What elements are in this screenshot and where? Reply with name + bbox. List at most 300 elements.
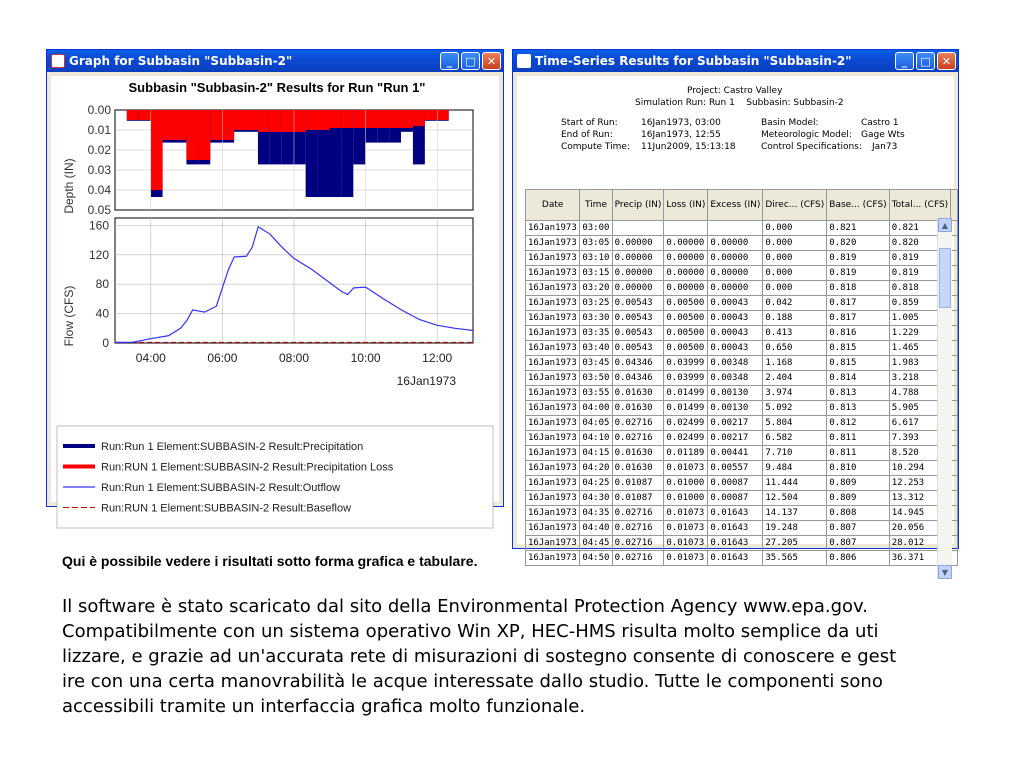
compute-time-label: Compute Time: bbox=[561, 142, 630, 152]
depth-tick-label: 0.05 bbox=[87, 203, 111, 217]
table-cell: 6.582 bbox=[763, 431, 827, 446]
table-cell: 8.520 bbox=[889, 446, 951, 461]
table-cell: 12.253 bbox=[889, 476, 951, 491]
table-cell: 16Jan1973 bbox=[526, 296, 580, 311]
table-cell: 3.218 bbox=[889, 371, 951, 386]
table-cell: 03:55 bbox=[580, 386, 612, 401]
table-cell: 20.056 bbox=[889, 521, 951, 536]
table-cell: 04:00 bbox=[580, 401, 612, 416]
table-cell: 0.01189 bbox=[664, 446, 708, 461]
table-row[interactable] bbox=[526, 236, 958, 251]
loss-bar bbox=[198, 110, 210, 160]
table-cell: 03:30 bbox=[580, 311, 612, 326]
table-cell: 0.01643 bbox=[708, 551, 763, 566]
table-cell: 16Jan1973 bbox=[526, 446, 580, 461]
table-cell: 04:30 bbox=[580, 491, 612, 506]
table-cell: 0.00000 bbox=[664, 281, 708, 296]
table-cell: 16Jan1973 bbox=[526, 536, 580, 551]
loss-bar bbox=[210, 110, 222, 140]
table-cell: 0.808 bbox=[827, 506, 889, 521]
table-cell: 0.00500 bbox=[664, 311, 708, 326]
table-row[interactable] bbox=[526, 281, 958, 296]
time-tick-label: 10:00 bbox=[350, 351, 381, 365]
table-cell: 0.807 bbox=[827, 521, 889, 536]
table-cell: 16Jan1973 bbox=[526, 431, 580, 446]
table-cell: 11.444 bbox=[763, 476, 827, 491]
table-cell: 0.816 bbox=[827, 326, 889, 341]
simulation-run-label: Simulation Run: Run 1 Subbasin: Subbasin-2 bbox=[635, 98, 844, 108]
table-cell: 0.02716 bbox=[612, 551, 664, 566]
table-cell: 0.00000 bbox=[612, 236, 664, 251]
table-cell: 0.820 bbox=[889, 236, 951, 251]
table-cell: 0.01630 bbox=[612, 401, 664, 416]
table-cell: 0.813 bbox=[827, 386, 889, 401]
caption: Qui è possibile vedere i risultati sotto forma grafica e tabulare. bbox=[62, 553, 478, 569]
table-cell: 12.504 bbox=[763, 491, 827, 506]
table-window-titlebar[interactable] bbox=[513, 50, 958, 72]
description-paragraph bbox=[62, 594, 962, 719]
table-cell: 03:25 bbox=[580, 296, 612, 311]
table-cell: 16Jan1973 bbox=[526, 551, 580, 566]
table-row[interactable] bbox=[526, 506, 958, 521]
paragraph-line: accessibili tramite un interfaccia grafica molto funzionale. bbox=[62, 696, 586, 717]
table-row[interactable] bbox=[526, 431, 958, 446]
table-cell: 0.00543 bbox=[612, 341, 664, 356]
table-cell bbox=[612, 221, 664, 236]
table-cell: 16Jan1973 bbox=[526, 461, 580, 476]
table-row[interactable] bbox=[526, 416, 958, 431]
table-cell: 14.945 bbox=[889, 506, 951, 521]
loss-bar bbox=[341, 110, 353, 128]
table-cell: 0.00087 bbox=[708, 476, 763, 491]
table-cell: 0.000 bbox=[763, 236, 827, 251]
column-header-filler bbox=[951, 190, 958, 221]
table-cell: 5.804 bbox=[763, 416, 827, 431]
loss-bar bbox=[425, 110, 437, 120]
table-cell: 0.00000 bbox=[612, 266, 664, 281]
table-cell: 0.02716 bbox=[612, 506, 664, 521]
loss-bar bbox=[174, 110, 186, 140]
results-chart bbox=[51, 76, 499, 515]
table-cell: 0.809 bbox=[827, 491, 889, 506]
table-row[interactable] bbox=[526, 551, 958, 566]
table-cell: 1.983 bbox=[889, 356, 951, 371]
table-cell: 04:35 bbox=[580, 506, 612, 521]
table-cell: 16Jan1973 bbox=[526, 221, 580, 236]
table-cell: 1.465 bbox=[889, 341, 951, 356]
table-cell: 0.00500 bbox=[664, 326, 708, 341]
table-cell: 03:45 bbox=[580, 356, 612, 371]
depth-tick-label: 0.03 bbox=[87, 163, 111, 177]
table-row[interactable] bbox=[526, 536, 958, 551]
table-cell: 0.413 bbox=[763, 326, 827, 341]
table-row[interactable] bbox=[526, 521, 958, 536]
time-tick-label: 04:00 bbox=[135, 351, 166, 365]
column-header[interactable]: Excess (IN) bbox=[708, 190, 763, 221]
table-row[interactable] bbox=[526, 476, 958, 491]
loss-bar bbox=[258, 110, 270, 132]
legend-entry: Run:Run 1 Element:SUBBASIN-2 Result:Precipitation bbox=[101, 441, 364, 453]
table-cell: 0.815 bbox=[827, 356, 889, 371]
table-row[interactable] bbox=[526, 371, 958, 386]
flow-tick-label: 120 bbox=[88, 247, 109, 262]
table-row[interactable] bbox=[526, 266, 958, 281]
table-cell: 04:40 bbox=[580, 521, 612, 536]
graph-canvas-area bbox=[51, 76, 499, 515]
table-cell: 0.01630 bbox=[612, 386, 664, 401]
table-cell: 3.974 bbox=[763, 386, 827, 401]
legend-entry: Run:RUN 1 Element:SUBBASIN-2 Result:Precipitation Loss bbox=[101, 461, 394, 474]
table-cell: 04:20 bbox=[580, 461, 612, 476]
table-cell: 16Jan1973 bbox=[526, 281, 580, 296]
column-header[interactable]: Total... (CFS) bbox=[889, 190, 951, 221]
paragraph-line: Il software è stato scaricato dal sito della Environmental Protection Agency www.epa.gov. bbox=[62, 596, 869, 617]
table-cell: 03:40 bbox=[580, 341, 612, 356]
loss-bar bbox=[234, 110, 246, 130]
met-model-label: Meteorologic Model: bbox=[761, 130, 852, 140]
table-cell: 0.00000 bbox=[664, 236, 708, 251]
table-window-title: Time-Series Results for Subbasin "Subbasin-2" bbox=[535, 54, 852, 68]
table-row[interactable] bbox=[526, 446, 958, 461]
met-model-value: Gage Wts bbox=[861, 130, 905, 140]
table-cell: 0.809 bbox=[827, 476, 889, 491]
table-cell: 0.650 bbox=[763, 341, 827, 356]
table-cell: 0.01643 bbox=[708, 536, 763, 551]
table-cell: 0.814 bbox=[827, 371, 889, 386]
table-cell: 0.817 bbox=[827, 296, 889, 311]
table-cell: 16Jan1973 bbox=[526, 386, 580, 401]
table-cell: 16Jan1973 bbox=[526, 326, 580, 341]
table-cell: 0.807 bbox=[827, 536, 889, 551]
table-cell: 0.859 bbox=[889, 296, 951, 311]
table-cell: 04:45 bbox=[580, 536, 612, 551]
table-cell: 16Jan1973 bbox=[526, 341, 580, 356]
table-row[interactable] bbox=[526, 341, 958, 356]
table-cell: 04:10 bbox=[580, 431, 612, 446]
table-cell: 35.565 bbox=[763, 551, 827, 566]
table-cell: 0.00043 bbox=[708, 296, 763, 311]
table-cell: 0.810 bbox=[827, 461, 889, 476]
table-cell: 0.819 bbox=[889, 266, 951, 281]
table-cell: 16Jan1973 bbox=[526, 356, 580, 371]
table-cell: 0.01000 bbox=[664, 491, 708, 506]
depth-tick-label: 0.01 bbox=[87, 123, 111, 137]
time-tick-label: 08:00 bbox=[278, 351, 310, 365]
loss-bar bbox=[282, 110, 294, 132]
depth-tick-label: 0.02 bbox=[87, 143, 111, 157]
table-cell: 0.02499 bbox=[664, 431, 708, 446]
table-cell: 0.00130 bbox=[708, 386, 763, 401]
table-cell: 0.811 bbox=[827, 431, 889, 446]
table-cell: 0.000 bbox=[763, 281, 827, 296]
table-cell: 16Jan1973 bbox=[526, 521, 580, 536]
table-cell: 0.811 bbox=[827, 446, 889, 461]
table-cell: 0.00217 bbox=[708, 416, 763, 431]
legend-entry: Run:RUN 1 Element:SUBBASIN-2 Result:Baseflow bbox=[101, 502, 352, 515]
table-cell: 0.00500 bbox=[664, 296, 708, 311]
depth-tick-label: 0.00 bbox=[87, 103, 111, 117]
table-cell: 0.01643 bbox=[708, 506, 763, 521]
start-of-run-label: Start of Run: bbox=[561, 118, 618, 128]
table-row[interactable] bbox=[526, 461, 958, 476]
table-cell: 19.248 bbox=[763, 521, 827, 536]
table-cell: 0.00441 bbox=[708, 446, 763, 461]
table-cell: 16Jan1973 bbox=[526, 401, 580, 416]
table-cell: 0.821 bbox=[889, 221, 951, 236]
table-cell: 0.00087 bbox=[708, 491, 763, 506]
table-cell: 0.818 bbox=[827, 281, 889, 296]
table-cell: 0.01073 bbox=[664, 551, 708, 566]
depth-tick-label: 0.04 bbox=[87, 183, 111, 197]
time-tick-label: 06:00 bbox=[207, 351, 238, 365]
end-of-run-label: End of Run: bbox=[561, 130, 613, 140]
time-series-table[interactable] bbox=[525, 189, 958, 566]
table-cell: 0.04346 bbox=[612, 356, 664, 371]
column-header[interactable]: Direc... (CFS) bbox=[763, 190, 827, 221]
table-cell: 04:15 bbox=[580, 446, 612, 461]
table-cell: 0.819 bbox=[827, 266, 889, 281]
table-cell: 0.02716 bbox=[612, 416, 664, 431]
loss-bar bbox=[353, 110, 365, 128]
table-cell: 7.710 bbox=[763, 446, 827, 461]
table-cell: 1.005 bbox=[889, 311, 951, 326]
table-cell: 13.312 bbox=[889, 491, 951, 506]
table-cell: 4.788 bbox=[889, 386, 951, 401]
table-cell: 0.00000 bbox=[708, 251, 763, 266]
loss-bar bbox=[139, 110, 151, 120]
paragraph-line: Compatibilmente con un sistema operativo Win XP, HEC-HMS risulta molto semplice da uti bbox=[62, 621, 879, 642]
column-header[interactable]: Loss (IN) bbox=[664, 190, 708, 221]
table-cell: 0.00000 bbox=[664, 251, 708, 266]
table-cell: 0.00000 bbox=[708, 281, 763, 296]
maximize-button[interactable]: □ bbox=[461, 52, 480, 70]
table-cell: 0.819 bbox=[827, 251, 889, 266]
control-spec-value: Jan73 bbox=[872, 142, 898, 152]
loss-bar bbox=[389, 110, 401, 128]
graph-window[interactable] bbox=[46, 49, 504, 515]
table-row[interactable] bbox=[526, 491, 958, 506]
graph-app-icon bbox=[51, 54, 65, 68]
loss-bar bbox=[365, 110, 377, 128]
graph-window-titlebar[interactable] bbox=[47, 50, 503, 72]
table-cell: 04:25 bbox=[580, 476, 612, 491]
column-header[interactable]: Base... (CFS) bbox=[827, 190, 889, 221]
maximize-button[interactable]: □ bbox=[916, 52, 935, 70]
compute-time-value: 11Jun2009, 15:13:18 bbox=[641, 142, 736, 152]
table-cell: 0.812 bbox=[827, 416, 889, 431]
table-cell: 0.01630 bbox=[612, 461, 664, 476]
close-button[interactable]: ✕ bbox=[937, 52, 956, 70]
table-row[interactable] bbox=[526, 326, 958, 341]
table-cell: 0.00000 bbox=[708, 266, 763, 281]
table-cell: 0.00043 bbox=[708, 326, 763, 341]
table-cell: 0.818 bbox=[889, 281, 951, 296]
end-of-run-value: 16Jan1973, 12:55 bbox=[641, 130, 721, 140]
table-cell: 16Jan1973 bbox=[526, 416, 580, 431]
table-cell: 0.00043 bbox=[708, 341, 763, 356]
table-cell: 0.01073 bbox=[664, 506, 708, 521]
date-label: 16Jan1973 bbox=[396, 374, 456, 388]
loss-bar bbox=[437, 110, 449, 120]
table-cell: 03:20 bbox=[580, 281, 612, 296]
table-cell: 03:35 bbox=[580, 326, 612, 341]
paragraph-line: ire con una certa manovrabilità le acque interessate dallo studio. Tutte le componenti sono bbox=[62, 671, 883, 692]
table-cell: 0.00000 bbox=[612, 251, 664, 266]
loss-bar bbox=[186, 110, 198, 160]
table-app-icon bbox=[517, 54, 531, 68]
table-cell: 0.01073 bbox=[664, 521, 708, 536]
table-cell: 0.000 bbox=[763, 266, 827, 281]
table-cell: 0.00500 bbox=[664, 341, 708, 356]
table-window[interactable] bbox=[512, 49, 959, 577]
table-cell: 0.042 bbox=[763, 296, 827, 311]
project-label: Project: Castro Valley bbox=[687, 86, 783, 96]
table-cell: 27.205 bbox=[763, 536, 827, 551]
loss-bar bbox=[401, 110, 413, 128]
chart-title: Subbasin "Subbasin-2" Results for Run "Run 1" bbox=[128, 80, 426, 95]
flow-tick-label: 40 bbox=[95, 306, 109, 321]
flow-tick-label: 80 bbox=[95, 277, 109, 292]
table-cell: 0.00348 bbox=[708, 371, 763, 386]
minimize-button[interactable]: _ bbox=[895, 52, 914, 70]
table-cell: 0.03999 bbox=[664, 371, 708, 386]
table-cell: 0.04346 bbox=[612, 371, 664, 386]
column-header[interactable]: Time bbox=[580, 190, 612, 221]
loss-bar bbox=[151, 110, 163, 190]
table-cell: 36.371 bbox=[889, 551, 951, 566]
table-cell: 0.02716 bbox=[612, 521, 664, 536]
table-cell: 0.02499 bbox=[664, 416, 708, 431]
loss-bar bbox=[306, 110, 318, 130]
table-cell: 0.00543 bbox=[612, 326, 664, 341]
close-button[interactable]: ✕ bbox=[482, 52, 501, 70]
loss-bar bbox=[222, 110, 234, 140]
table-cell: 03:50 bbox=[580, 371, 612, 386]
table-cell: 16Jan1973 bbox=[526, 266, 580, 281]
table-cell: 9.484 bbox=[763, 461, 827, 476]
table-cell: 0.817 bbox=[827, 311, 889, 326]
loss-bar bbox=[413, 110, 425, 126]
table-cell: 0.188 bbox=[763, 311, 827, 326]
scroll-thumb[interactable] bbox=[939, 248, 951, 308]
table-row[interactable] bbox=[526, 221, 958, 236]
loss-bar bbox=[127, 110, 139, 120]
scroll-up-icon[interactable]: ▲ bbox=[938, 218, 952, 232]
table-cell: 04:05 bbox=[580, 416, 612, 431]
table-cell: 0.01073 bbox=[664, 536, 708, 551]
table-cell: 0.813 bbox=[827, 401, 889, 416]
table-row[interactable] bbox=[526, 386, 958, 401]
table-cell: 0.00000 bbox=[612, 281, 664, 296]
table-cell: 1.229 bbox=[889, 326, 951, 341]
legend-entry: Run:Run 1 Element:SUBBASIN-2 Result:Outflow bbox=[101, 482, 341, 494]
table-row[interactable] bbox=[526, 401, 958, 416]
table-cell: 2.404 bbox=[763, 371, 827, 386]
table-cell: 1.168 bbox=[763, 356, 827, 371]
start-of-run-value: 16Jan1973, 03:00 bbox=[641, 118, 721, 128]
minimize-button[interactable]: _ bbox=[440, 52, 459, 70]
table-cell: 16Jan1973 bbox=[526, 491, 580, 506]
table-cell: 0.01643 bbox=[708, 521, 763, 536]
table-cell: 0.01073 bbox=[664, 461, 708, 476]
table-cell: 0.806 bbox=[827, 551, 889, 566]
table-cell: 28.012 bbox=[889, 536, 951, 551]
scroll-down-icon[interactable]: ▼ bbox=[938, 565, 952, 579]
table-cell: 0.02716 bbox=[612, 431, 664, 446]
table-cell: 03:10 bbox=[580, 251, 612, 266]
table-row[interactable] bbox=[526, 251, 958, 266]
table-cell: 16Jan1973 bbox=[526, 506, 580, 521]
paragraph-line: lizzare, e grazie ad un'accurata rete di misurazioni di sostegno consente di conoscere e gest bbox=[62, 646, 897, 667]
flow-tick-label: 0 bbox=[102, 336, 109, 350]
table-cell: 0.01000 bbox=[664, 476, 708, 491]
table-cell: 0.00543 bbox=[612, 311, 664, 326]
table-cell: 0.02716 bbox=[612, 536, 664, 551]
table-cell: 0.819 bbox=[889, 251, 951, 266]
flow-tick-label: 160 bbox=[88, 218, 109, 233]
table-cell: 0.820 bbox=[827, 236, 889, 251]
table-cell: 04:50 bbox=[580, 551, 612, 566]
table-cell: 16Jan1973 bbox=[526, 251, 580, 266]
table-row[interactable] bbox=[526, 356, 958, 371]
table-cell: 0.815 bbox=[827, 341, 889, 356]
table-cell: 0.000 bbox=[763, 221, 827, 236]
basin-model-label: Basin Model: bbox=[761, 118, 819, 128]
table-cell: 6.617 bbox=[889, 416, 951, 431]
table-cell: 0.00543 bbox=[612, 296, 664, 311]
loss-bar bbox=[329, 110, 341, 128]
loss-bar bbox=[318, 110, 330, 130]
table-cell: 0.01087 bbox=[612, 491, 664, 506]
table-cell bbox=[664, 221, 708, 236]
table-cell: 0.01630 bbox=[612, 446, 664, 461]
table-cell: 03:15 bbox=[580, 266, 612, 281]
table-cell: 0.00130 bbox=[708, 401, 763, 416]
table-cell: 0.000 bbox=[763, 251, 827, 266]
table-row[interactable] bbox=[526, 311, 958, 326]
table-cell: 16Jan1973 bbox=[526, 476, 580, 491]
table-cell: 7.393 bbox=[889, 431, 951, 446]
column-header[interactable]: Precip (IN) bbox=[612, 190, 664, 221]
column-header[interactable]: Date bbox=[526, 190, 580, 221]
loss-bar bbox=[163, 110, 175, 140]
table-cell: 0.00043 bbox=[708, 311, 763, 326]
table-scrollbar[interactable] bbox=[937, 218, 952, 579]
table-cell: 5.092 bbox=[763, 401, 827, 416]
table-cell: 14.137 bbox=[763, 506, 827, 521]
table-cell: 10.294 bbox=[889, 461, 951, 476]
table-cell: 0.00000 bbox=[708, 236, 763, 251]
loss-bar bbox=[270, 110, 282, 132]
table-cell: 0.00000 bbox=[664, 266, 708, 281]
table-cell: 16Jan1973 bbox=[526, 236, 580, 251]
control-spec-label: Control Specifications: bbox=[761, 142, 862, 152]
time-tick-label: 12:00 bbox=[422, 351, 453, 365]
table-cell: 16Jan1973 bbox=[526, 311, 580, 326]
table-cell: 0.821 bbox=[827, 221, 889, 236]
table-cell: 5.905 bbox=[889, 401, 951, 416]
table-cell: 0.01087 bbox=[612, 476, 664, 491]
table-row[interactable] bbox=[526, 296, 958, 311]
graph-window-title: Graph for Subbasin "Subbasin-2" bbox=[69, 54, 293, 68]
flow-axis-label: Flow (CFS) bbox=[62, 285, 76, 347]
depth-axis-label: Depth (IN) bbox=[62, 158, 76, 214]
loss-bar bbox=[246, 110, 258, 130]
loss-bar bbox=[377, 110, 389, 128]
basin-model-value: Castro 1 bbox=[861, 118, 899, 128]
table-cell: 0.00217 bbox=[708, 431, 763, 446]
table-cell bbox=[708, 221, 763, 236]
